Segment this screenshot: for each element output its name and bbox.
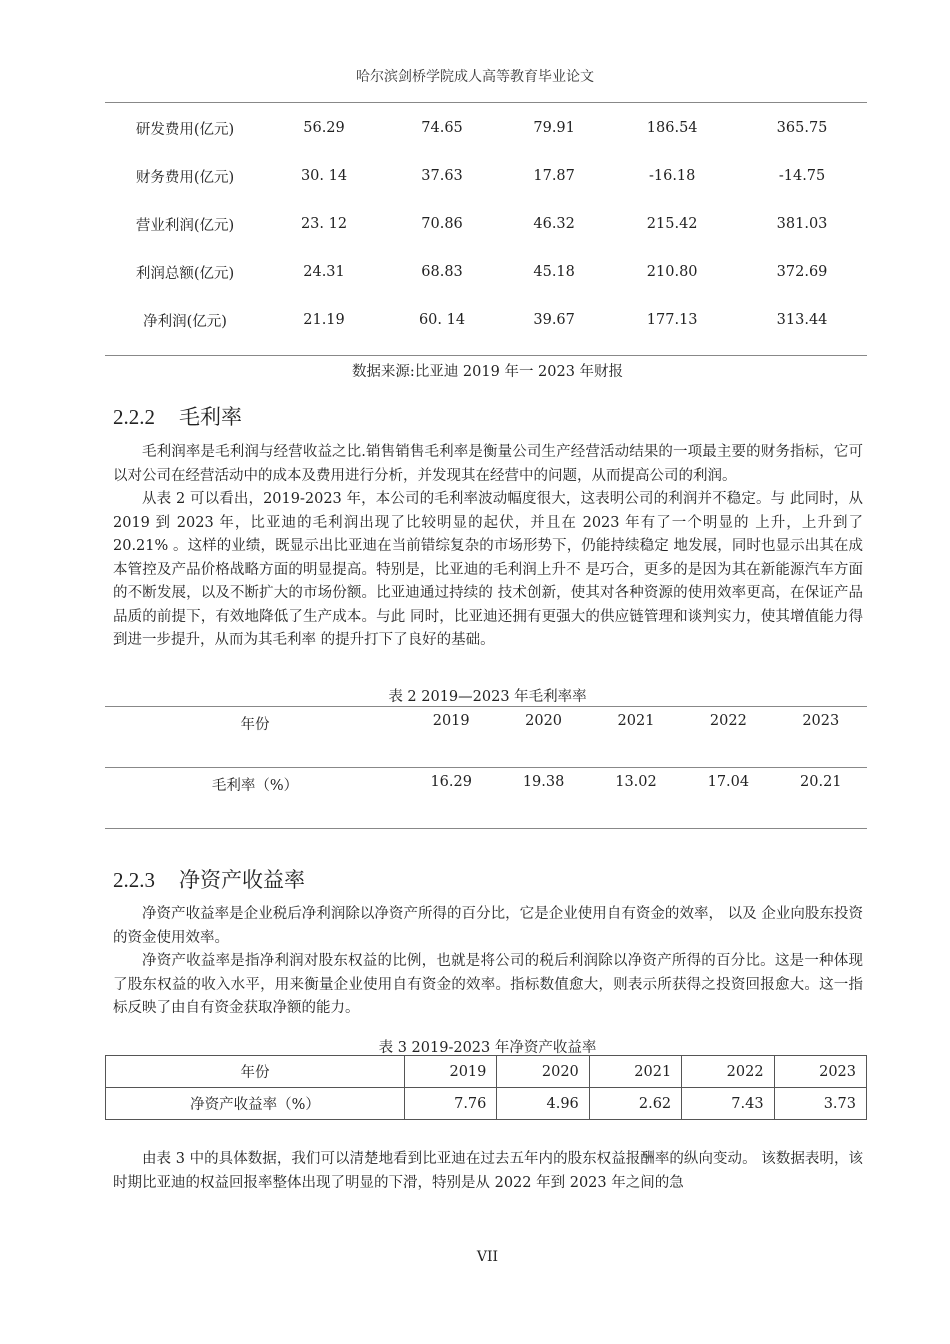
section-body [113,903,863,1021]
year-cell: 2023 [774,1056,866,1088]
section-title: 毛利率 [179,405,242,429]
year-cell: 2022 [709,713,747,729]
table-cell: 21.19 [303,312,345,328]
table-row [105,296,867,344]
section-heading [113,864,305,894]
financial-table [105,104,867,344]
row-label: 净利润(亿元) [143,313,227,330]
table-caption: 表 2 2019—2023 年毛利率率 [388,689,587,705]
table-cell: 68.83 [421,264,463,280]
table-cell: 381.03 [776,216,828,232]
paragraph: 从表 2 可以看出，2019-2023 年，本公司的毛利率波动幅度很大，这表明公司的利润并不稳定。与 此同时，从 2019 到 2023 年，比亚迪的毛利润出现了比较明显的起伏，并且在 2023 年有了一个明显的 上升，上升到了 20.21% 。这样的业绩，既显示出比亚迪在当前错综复杂的市场形势下，仍能持续稳定 地发展，同时也显示出其在成本管控及产品价格战略方面的明显提高。特别是，比亚迪的毛利润上升不 是巧合，更多的是因为其在新能源汽车方面的不断发展，以及不断扩大的市场份额。比亚迪通过持续的 技术创新，使其对各种资源的使用效率更高，在保证产品品质的前提下，有效地降低了生产成本。与此 同时，比亚迪还拥有更强大的供应链管理和谈判实力，使其增值能力得到进一步提升，从而为其毛利率 的提升打下了良好的基础。 [113,491,863,648]
roe-table [105,1055,867,1120]
section-number: 2.2.2 [113,405,155,429]
table-cell: 30. 14 [300,168,348,184]
table-cell: -14.75 [778,168,826,184]
row-label: 净资产收益率（%） [106,1088,405,1120]
table-row [105,104,867,152]
table-cell: 177.13 [646,312,698,328]
table-cell: 17.87 [533,168,575,184]
header-rule [105,102,867,103]
paragraph: 净资产收益率是企业税后净利润除以净资产所得的百分比，它是企业使用自有资金的效率， 以及 企业向股东投资的资金使用效率。 [113,906,863,946]
page-number: VII [476,1249,499,1265]
year-cell: 2021 [589,1056,681,1088]
gross-margin-table [105,706,867,829]
table-cell: 186.54 [646,120,698,136]
year-cell: 2022 [682,1056,774,1088]
section-number: 2.2.3 [113,868,155,892]
table-cell: 20.21 [800,774,842,790]
table-cell: 70.86 [421,216,463,232]
section-body [113,441,863,653]
table-cell: 372.69 [776,264,828,280]
year-cell: 2019 [432,713,470,729]
table-row [105,768,867,829]
table-cell: 365.75 [776,120,828,136]
table-cell: 19.38 [522,774,565,790]
table-row [105,152,867,200]
table-cell: 210.80 [646,264,698,280]
row-label: 营业利润(亿元) [135,217,235,234]
paragraph: 净资产收益率是指净利润对股东权益的比例，也就是将公司的税后利润除以净资产所得的百分比。这是一种体现了股东权益的收入水平，用来衡量企业使用自有资金的效率。指标数值愈大，则表示所获得之投资回报愈大。这一指标反映了由自有资金获取净额的能力。 [113,953,863,1016]
section-title: 净资产收益率 [179,868,305,892]
table-cell: 16.29 [430,774,472,790]
table-cell: 13.02 [615,774,657,790]
year-cell: 2019 [405,1056,497,1088]
table-bottom-rule [105,355,867,356]
section-heading [113,401,242,431]
table-header-row [105,707,867,768]
table-cell: 17.04 [707,774,750,790]
table-cell: 45.18 [533,264,575,280]
table-cell: 60. 14 [418,312,466,328]
year-cell: 2021 [617,713,655,729]
table-cell: 2.62 [589,1088,681,1120]
closing-body [113,1148,863,1195]
table-cell: 23. 12 [300,216,348,232]
row-label: 研发费用(亿元) [135,121,235,138]
table-row [106,1088,867,1120]
data-source-note: 数据来源:比亚迪 2019 年一 2023 年财报 [351,364,624,380]
table-cell: 4.96 [497,1088,589,1120]
paragraph: 毛利润率是毛利润与经营收益之比.销售销售毛利率是衡量公司生产经营活动结果的一项最主要的财务指标，它可以对公司在经营活动中的成本及费用进行分析，并发现其在经营中的问题，从而提高公司的利润。 [113,444,863,484]
table-cell: 313.44 [776,312,828,328]
table-cell: 79.91 [533,120,575,136]
year-cell: 2020 [497,1056,589,1088]
header-label: 年份 [240,717,270,733]
table-cell: 7.43 [682,1088,774,1120]
table-row [105,200,867,248]
table-cell: 7.76 [405,1088,497,1120]
year-cell: 2020 [525,713,563,729]
page-header: 哈尔滨剑桥学院成人高等教育毕业论文 [356,69,594,85]
table-header-row [106,1056,867,1088]
row-label: 毛利率（%） [211,778,299,794]
table-cell: 37.63 [421,168,463,184]
table-row [105,248,867,296]
table-cell: 74.65 [421,120,463,136]
table-cell: 56.29 [303,120,345,136]
table-cell: 215.42 [646,216,698,232]
table-caption: 表 3 2019-2023 年净资产收益率 [378,1040,597,1056]
table-cell: -16.18 [648,168,696,184]
table-cell: 24.31 [303,264,345,280]
row-label: 财务费用(亿元) [135,169,235,186]
year-cell: 2023 [802,713,840,729]
table-cell: 3.73 [774,1088,866,1120]
table-cell: 39.67 [533,312,575,328]
row-label: 利润总额(亿元) [135,265,235,282]
table-cell: 46.32 [533,216,575,232]
paragraph: 由表 3 中的具体数据，我们可以清楚地看到比亚迪在过去五年内的股东权益报酬率的纵向变动。 该数据表明，该时期比亚迪的权益回报率整体出现了明显的下滑，特别是从 2022 年到 2023 年之间的急 [113,1151,863,1191]
header-label: 年份 [106,1056,405,1088]
